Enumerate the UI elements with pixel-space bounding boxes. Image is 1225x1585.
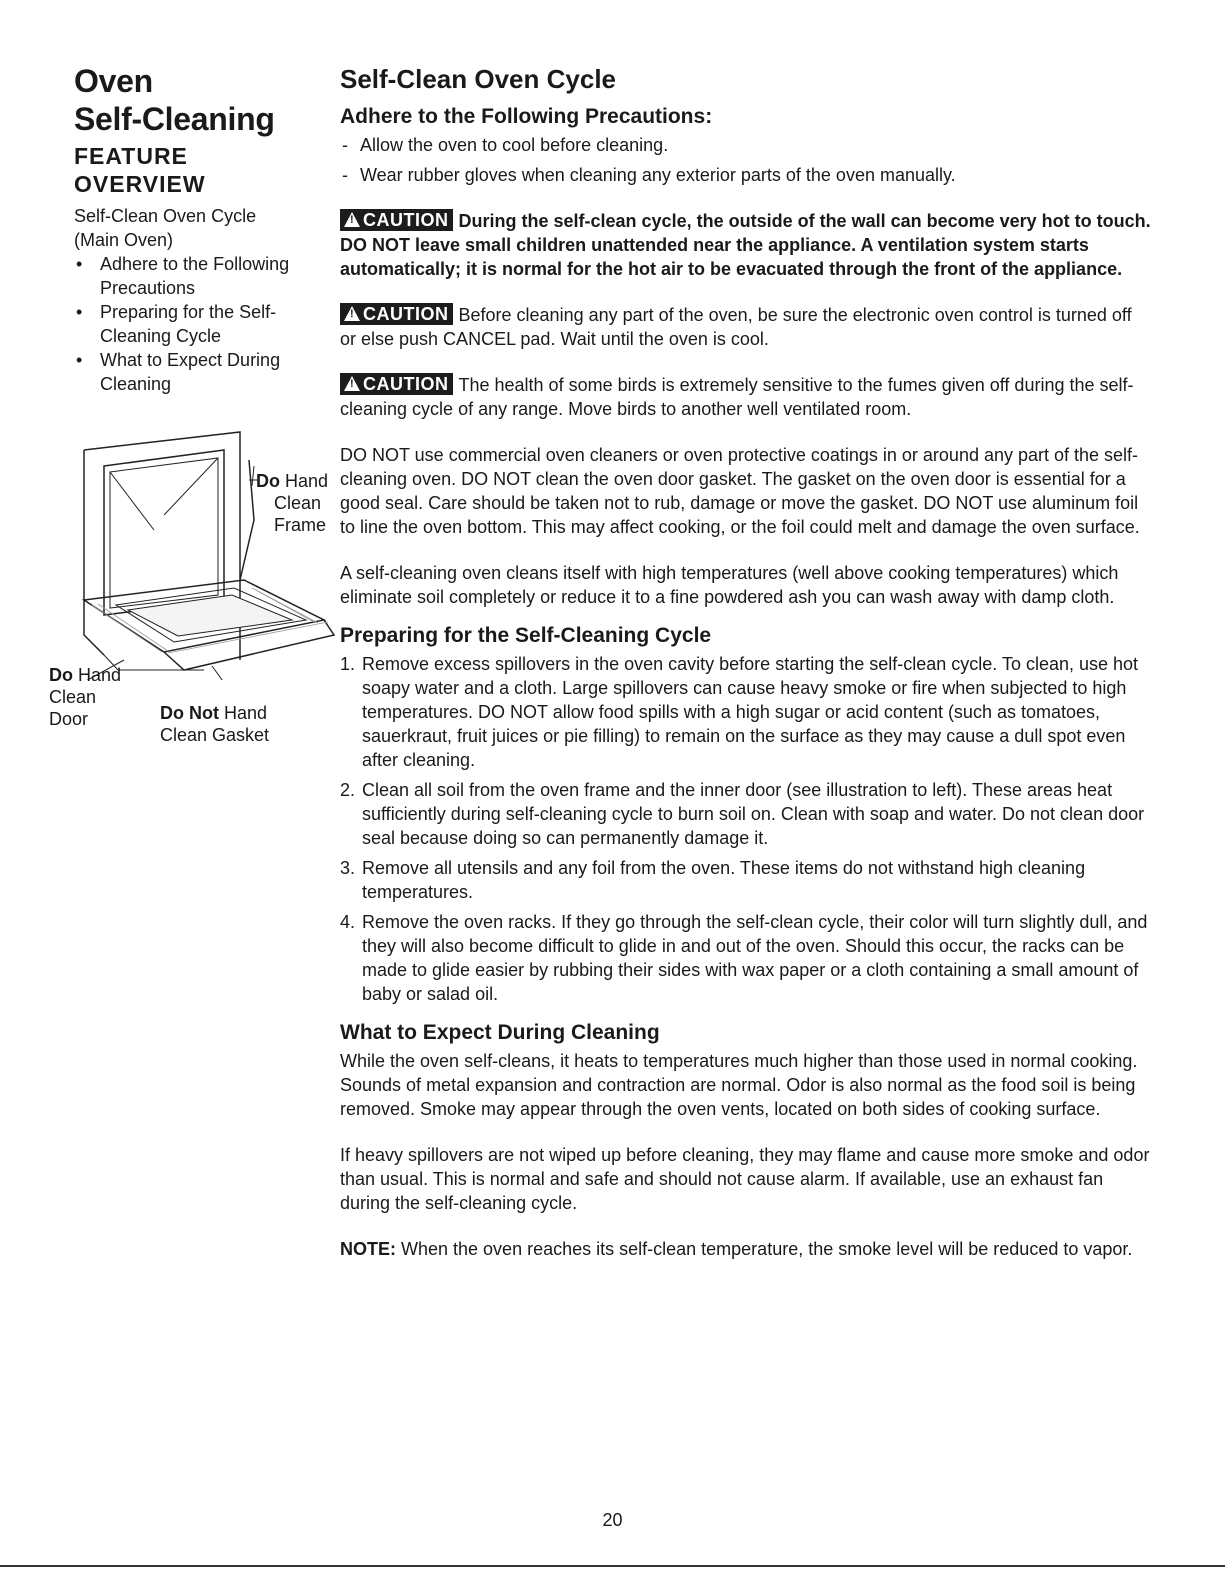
expect-heading: What to Expect During Cleaning bbox=[340, 1021, 660, 1044]
step-item: 3. Remove all utensils and any foil from the oven. These items do not withstand high cleaning temperatures. bbox=[340, 858, 1086, 902]
step-item: 4. Remove the oven racks. If they go through the self-clean cycle, their color will turn slightly dull, and they will also become difficult to glide in and out of the oven. Should this occur, the racks can be made to glide easier by rubbing their sides with wax paper or a cloth containing a small amount of baby or salad oil. bbox=[340, 912, 1148, 1004]
preparing-heading: Preparing for the Self-Cleaning Cycle bbox=[340, 624, 712, 647]
body-paragraph: If heavy spillovers are not wiped up before cleaning, they may flame and cause more smoke and odor than usual. This is normal and safe and should not cause alarm. If available, use an exhaust fan during the self-cleaning cycle. bbox=[340, 1145, 1150, 1213]
oven-door-illustration bbox=[44, 420, 344, 750]
main-content bbox=[340, 62, 1152, 1261]
precautions-list bbox=[340, 133, 1152, 187]
gasket-label: Do Not Hand Clean Gasket bbox=[160, 703, 270, 745]
step-item: 2. Clean all soil from the oven frame and the inner door (see illustration to left). These areas heat sufficiently during self-cleaning cycle to burn soil on. Clean with soap and water. Do not clean door seal because doing so can permanently damage it. bbox=[340, 780, 1145, 848]
caution-block: !CAUTION During the self-clean cycle, the outside of the wall can become very hot to touch. DO NOT leave small children unattended near the appliance. A ventilation system starts automatically; it is normal for the hot air to be evacuated through the front of the appliance. bbox=[340, 209, 1152, 281]
sidebar-title: Oven Self-Cleaning bbox=[74, 63, 275, 137]
caution-badge: !CAUTION bbox=[340, 373, 453, 395]
caution-badge: !CAUTION bbox=[340, 209, 453, 231]
sidebar-subtitle: FEATURE OVERVIEW bbox=[74, 143, 206, 197]
door-label: Do Hand Clean Door bbox=[49, 665, 122, 729]
overview-item: • Adhere to the Following Precautions bbox=[74, 252, 324, 300]
caution-badge: !CAUTION bbox=[340, 303, 453, 325]
caution-block: !CAUTION Before cleaning any part of the oven, be sure the electronic oven control is turned off or else push CANCEL pad. Wait until the oven is cool. bbox=[340, 303, 1152, 351]
feature-overview-sidebar bbox=[74, 62, 324, 396]
warning-triangle-icon bbox=[344, 376, 360, 391]
preparing-steps bbox=[340, 652, 1152, 1006]
body-paragraph: A self-cleaning oven cleans itself with high temperatures (well above cooking temperatures) which eliminate soil completely or reduce it to a fine powdered ash you can wash away with damp cloth. bbox=[340, 563, 1119, 607]
bottom-rule bbox=[0, 1565, 1225, 1567]
frame-label: Do Hand Clean Frame bbox=[256, 471, 329, 535]
body-paragraph: While the oven self-cleans, it heats to temperatures much higher than those used in normal cooking. Sounds of metal expansion and contraction are normal. Odor is also normal as the food soil is being removed. Smoke may appear through the oven vents, located on both sides of cooking surface. bbox=[340, 1051, 1138, 1119]
page-number: 20 bbox=[602, 1510, 623, 1530]
precautions-heading: Adhere to the Following Precautions: bbox=[340, 105, 713, 128]
note-paragraph: NOTE: When the oven reaches its self-clean temperature, the smoke level will be reduced to vapor. bbox=[340, 1239, 1133, 1259]
precaution-item: - Allow the oven to cool before cleaning. bbox=[340, 133, 1152, 157]
caution-block: !CAUTION The health of some birds is extremely sensitive to the fumes given off during the self-cleaning cycle of any range. Move birds to another well ventilated room. bbox=[340, 373, 1152, 421]
overview-heading: Self-Clean Oven Cycle (Main Oven) bbox=[74, 206, 257, 250]
overview-item: • Preparing for the Self- Cleaning Cycle bbox=[74, 300, 324, 348]
overview-list bbox=[74, 252, 324, 396]
page-title: Self-Clean Oven Cycle bbox=[340, 64, 616, 94]
overview-item: • What to Expect During Cleaning bbox=[74, 348, 324, 396]
warning-triangle-icon bbox=[344, 306, 360, 321]
precaution-item: - Wear rubber gloves when cleaning any exterior parts of the oven manually. bbox=[340, 163, 1152, 187]
open-oven-drawing bbox=[44, 420, 344, 680]
warning-triangle-icon bbox=[344, 212, 360, 227]
body-paragraph: DO NOT use commercial oven cleaners or oven protective coatings in or around any part of the self-cleaning oven. DO NOT clean the oven door gasket. The gasket on the oven door is essential for a good seal. Care should be taken not to rub, damage or move the gasket. DO NOT use aluminum foil to line the oven bottom. This may affect cooking, or the foil could melt and damage the oven surface. bbox=[340, 445, 1140, 537]
step-item: 1. Remove excess spillovers in the oven cavity before starting the self-clean cycle. To clean, use hot soapy water and a cloth. Large spillovers can cause heavy smoke or fire when subjected to high temperatures. DO NOT allow food spills with a high sugar or acid content (such as tomatoes, sauerkraut, fruit juices or pie filling) to remain on the surface as they may cause a dull spot even after cleaning. bbox=[340, 654, 1139, 770]
